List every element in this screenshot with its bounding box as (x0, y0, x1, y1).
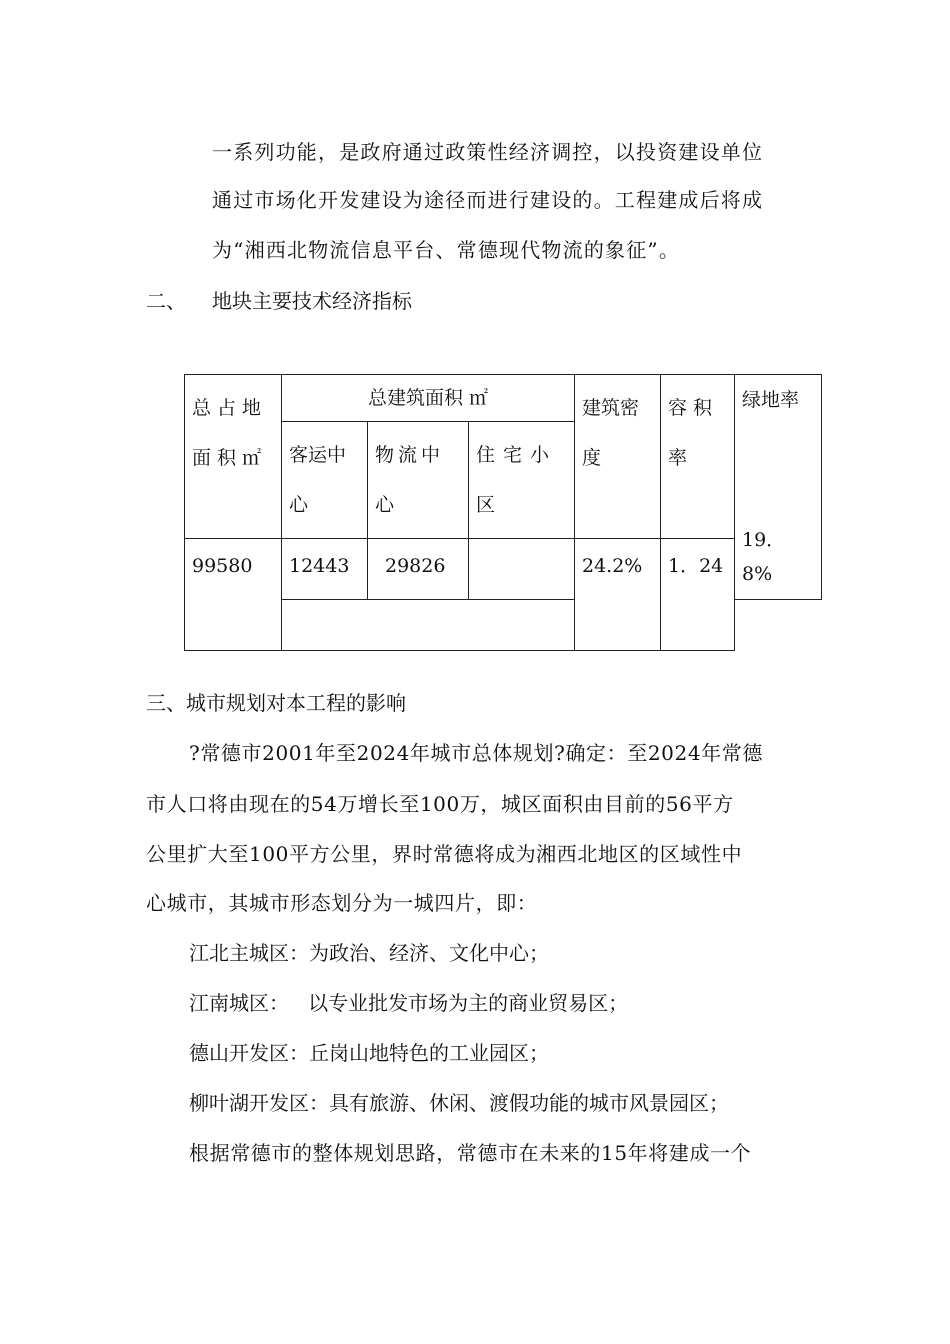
empty-building-area-cell (282, 600, 575, 651)
metrics-table (184, 374, 822, 651)
header-total-building-area: 总建筑面积 ㎡ (282, 375, 575, 422)
value-residential (469, 539, 575, 600)
district-jiangbei: 江北主城区：为政治、经济、文化中心； (189, 941, 549, 965)
header-residential: 住宅小区 (469, 422, 575, 539)
section-three-paragraph-line-4: 心城市，其城市形态划分为一城四片，即： (146, 891, 538, 915)
section-three-closing-line: 根据常德市的整体规划思路，常德市在未来的15年将建成一个 (189, 1141, 752, 1165)
value-total-land-area: 99580 (185, 539, 282, 651)
header-building-density: 建筑密度 (575, 375, 661, 539)
value-passenger-center: 12443 (282, 539, 368, 600)
district-jiangnan: 江南城区： 以专业批发市场为主的商业贸易区； (189, 991, 629, 1015)
intro-line-2: 通过市场化开发建设为途径而进行建设的。工程建成后将成 (212, 188, 764, 212)
intro-line-1: 一系列功能，是政府通过政策性经济调控，以投资建设单位 (212, 140, 764, 164)
section-three-title: 三、城市规划对本工程的影响 (146, 691, 406, 715)
header-plot-ratio: 容积率 (661, 375, 735, 539)
section-three-paragraph-line-3: 公里扩大至100平方公里，界时常德将成为湘西北地区的区域性中 (146, 842, 743, 866)
header-total-land-area: 总占地面积㎡ (185, 375, 282, 539)
header-passenger-center: 客运中心 (282, 422, 368, 539)
district-liuyehu: 柳叶湖开发区：具有旅游、休闲、渡假功能的城市风景园区； (189, 1091, 729, 1115)
header-green-ratio: 绿地率 19．8% (735, 375, 822, 600)
value-logistics-center: 29826 (368, 539, 469, 600)
header-logistics-center: 物流中心 (368, 422, 469, 539)
intro-line-3: 为“湘西北物流信息平台、常德现代物流的象征”。 (212, 238, 681, 262)
value-building-density: 24.2% (575, 539, 661, 651)
value-plot-ratio: 1．24 (661, 539, 735, 651)
section-two-number: 二、 (146, 289, 186, 313)
section-two-title: 地块主要技术经济指标 (212, 289, 412, 313)
section-three-paragraph-line-1: ?常德市2001年至2024年城市总体规划?确定：至2024年常德 (189, 741, 763, 765)
value-green-ratio: 19．8% (742, 529, 786, 585)
section-three-paragraph-line-2: 市人口将由现在的54万增长至100万，城区面积由目前的56平方 (146, 792, 734, 816)
district-deshan: 德山开发区：丘岗山地特色的工业园区； (189, 1041, 549, 1065)
